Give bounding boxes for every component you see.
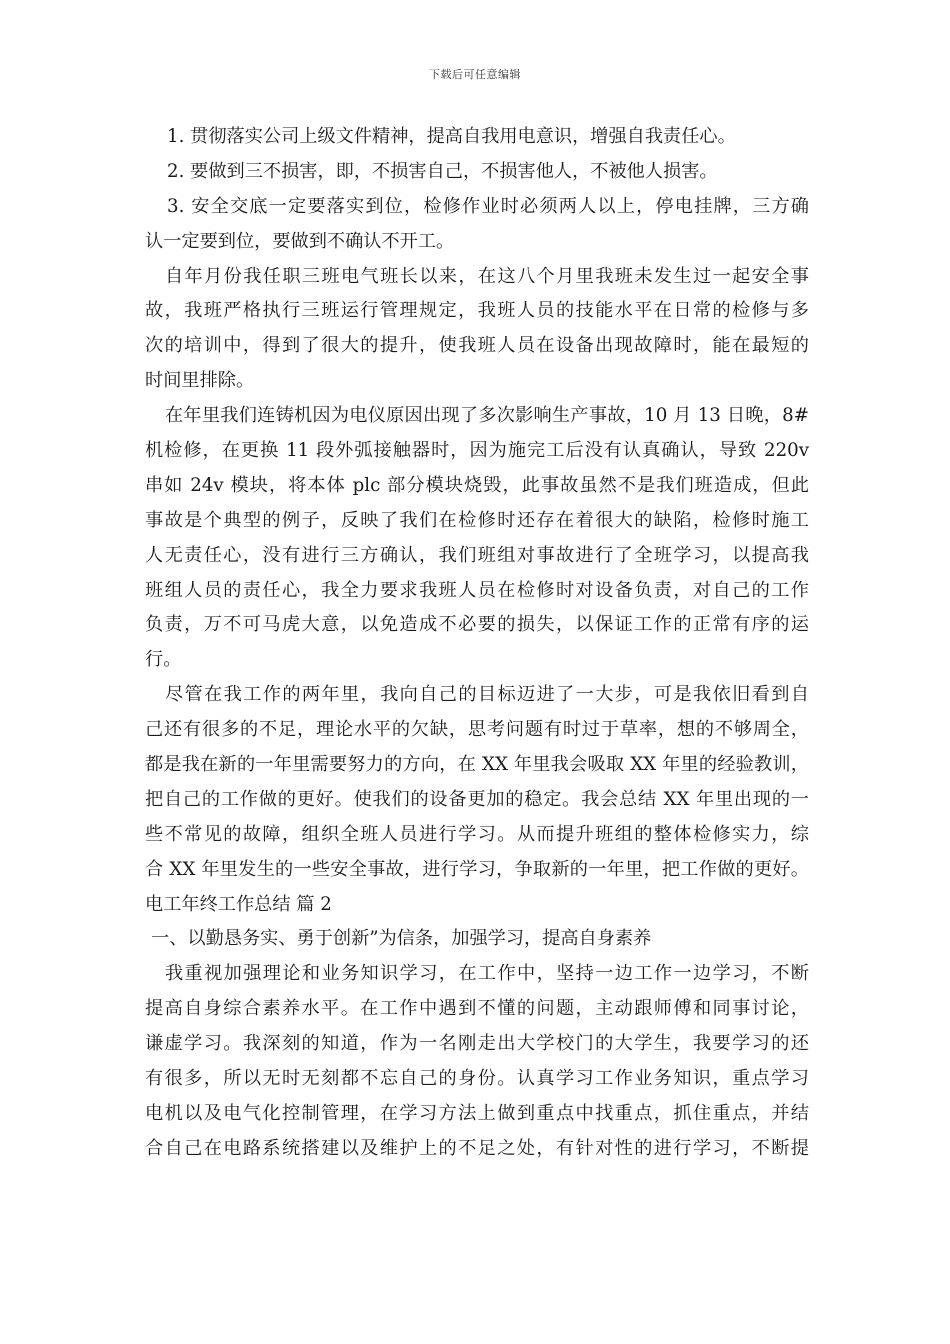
text-line: 事故是个典型的例子，反映了我们在检修时还存在着很大的缺陷，检修时施工	[145, 509, 809, 531]
text-line: 些不常见的故障，组织全班人员进行学习。从而提升班组的整体检修实力，综	[145, 823, 809, 845]
document-body	[145, 120, 809, 1167]
text-line: 尽管在我工作的两年里，我向自己的目标迈进了一大步，可是我依旧看到自	[165, 684, 809, 706]
text-line: 3. 安全交底一定要落实到位，检修作业时必须两人以上，停电挂牌，三方确	[167, 195, 809, 217]
text-line: 行。	[145, 649, 182, 671]
text-line: 提高自身综合素养水平。在工作中遇到不懂的问题，主动跟师傅和同事讨论，	[145, 998, 809, 1020]
text-line: 合自己在电路系统搭建以及维护上的不足之处，有针对性的进行学习，不断提	[145, 1137, 809, 1159]
text-line: 把自己的工作做的更好。使我们的设备更加的稳定。我会总结 XX 年里出现的一	[145, 788, 809, 810]
text-line: 人无责任心，没有进行三方确认，我们班组对事故进行了全班学习，以提高我	[145, 544, 809, 566]
text-line: 一、以勤恳务实、勇于创新”为信条，加强学习，提高自身素养	[151, 928, 652, 950]
text-line: 自年月份我任职三班电气班长以来，在这八个月里我班未发生过一起安全事	[165, 265, 809, 287]
text-line: 合 XX 年里发生的一些安全事故，进行学习，争取新的一年里，把工作做的更好。	[145, 858, 809, 880]
text-line: 故，我班严格执行三班运行管理规定，我班人员的技能水平在日常的检修与多	[145, 300, 809, 322]
text-line: 班组人员的责任心，我全力要求我班人员在检修时对设备负责，对自己的工作	[145, 579, 809, 601]
text-line: 己还有很多的不足，理论水平的欠缺，思考问题有时过于草率，想的不够周全，	[145, 719, 809, 741]
text-line: 2. 要做到三不损害，即，不损害自己，不损害他人，不被他人损害。	[167, 160, 718, 182]
text-line: 串如 24v 模块，将本体 plc 部分模块烧毁，此事故虽然不是我们班造成，但此	[145, 474, 809, 496]
text-line: 在年里我们连铸机因为电仪原因出现了多次影响生产事故，10 月 13 日晚，8#	[165, 405, 809, 427]
text-line: 负责，万不可马虎大意，以免造成不必要的损失，以保证工作的正常有序的运	[145, 614, 809, 636]
text-line: 1. 贯彻落实公司上级文件精神，提高自我用电意识，增强自我责任心。	[167, 126, 736, 147]
text-line: 谦虚学习。我深刻的知道，作为一名刚走出大学校门的大学生，我要学习的还	[145, 1033, 809, 1055]
text-line: 时间里排除。	[145, 370, 255, 392]
text-line: 我重视加强理论和业务知识学习，在工作中，坚持一边工作一边学习，不断	[165, 963, 809, 985]
text-line: 电机以及电气化控制管理，在学习方法上做到重点中找重点，抓住重点，并结	[145, 1102, 809, 1124]
text-line: 电工年终工作总结 篇 2	[145, 893, 332, 915]
text-line: 有很多，所以无时无刻都不忘自己的身份。认真学习工作业务知识，重点学习	[145, 1068, 809, 1090]
text-line: 都是我在新的一年里需要努力的方向，在 XX 年里我会吸取 XX 年里的经验教训，	[145, 754, 809, 776]
text-line: 次的培训中，得到了很大的提升，使我班人员在设备出现故障时，能在最短的	[145, 335, 809, 357]
page-header: 下载后可任意编辑	[429, 68, 521, 81]
text-line: 认一定要到位，要做到不确认不开工。	[145, 230, 455, 252]
text-line: 机检修，在更换 11 段外弧接触器时，因为施完工后没有认真确认，导致 220v	[145, 440, 809, 462]
